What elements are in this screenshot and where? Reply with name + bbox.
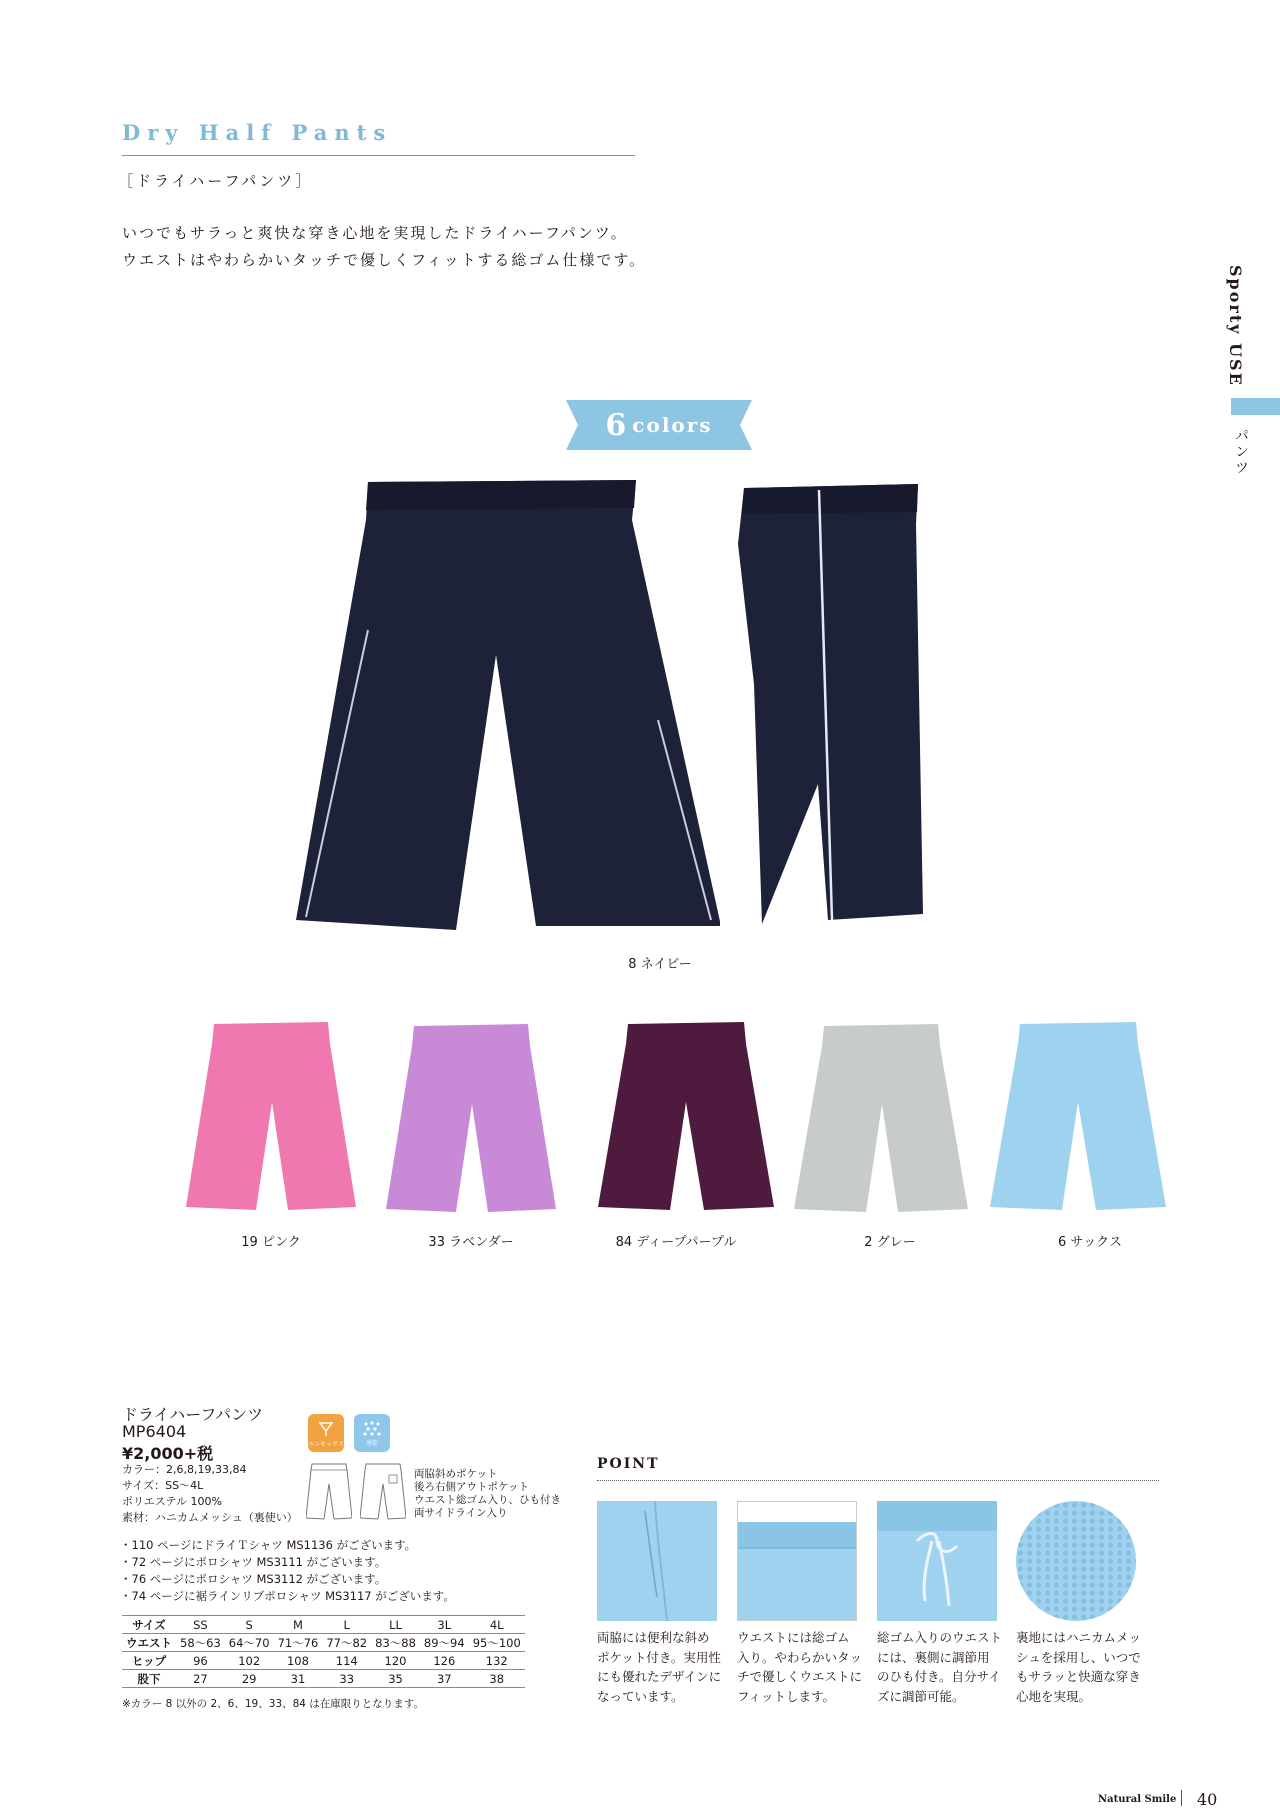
table-cell: 4L [469, 1616, 525, 1634]
note-line: ・76 ページにポロシャツ MS3112 がございます。 [120, 1572, 387, 1586]
pants-front-drawing [306, 1462, 352, 1520]
feature-line: ウエスト総ゴム入り、ひも付き [414, 1494, 561, 1506]
table-cell: S [225, 1616, 274, 1634]
spec-line: 素材：ハニカムメッシュ（裏使い） [122, 1511, 298, 1524]
feature-line: 後ろ右側アウトポケット [414, 1481, 529, 1493]
note-line: ・72 ページにポロシャツ MS3111 がございます。 [120, 1555, 387, 1569]
table-cell: 71〜76 [274, 1634, 323, 1652]
point-text-line: 心地を実現。 [1016, 1688, 1092, 1704]
spec-line: サイズ：SS〜4L [122, 1479, 204, 1492]
color-caption-pink: 19 ピンク [241, 1235, 301, 1250]
point-text-line: 入り。やわらかいタッ [737, 1649, 863, 1665]
note-line: ・110 ページにドライＴシャツ MS1136 がございます。 [120, 1538, 417, 1552]
point-text-line: 裏地にはハニカムメッ [1016, 1630, 1142, 1645]
unisex-symbol-icon [317, 1419, 335, 1437]
main-color-caption: 8 ネイビー [628, 957, 692, 972]
colors-count: 6 [605, 407, 627, 443]
table-cell: 83〜88 [371, 1634, 420, 1652]
drawstring-detail-icon [877, 1501, 997, 1621]
colors-badge-text [566, 400, 752, 450]
product-code: MP6404 [122, 1422, 187, 1441]
pink-pants-image [186, 1022, 356, 1212]
page-title-en: Dry Half Pants [122, 120, 393, 145]
table-cell: 38 [469, 1670, 525, 1688]
table-cell: サイズ [122, 1616, 176, 1634]
point-image-mesh [1016, 1501, 1136, 1621]
point-text-waist [737, 1628, 867, 1706]
dots-symbol-icon [362, 1420, 382, 1436]
spec-line: カラー：2,6,8,19,33,84 [122, 1463, 247, 1476]
table-cell: 37 [420, 1670, 469, 1688]
unisex-label: ユニセックス [308, 1440, 344, 1448]
product-price: ¥2,000+税 [122, 1444, 214, 1463]
intro-text [122, 220, 646, 274]
feature-line: 両脇斜めポケット [414, 1468, 498, 1480]
point-text-line: には、裏側に調節用 [877, 1649, 990, 1665]
point-text-line: ズに調節可能。 [877, 1688, 965, 1704]
point-text-line: フィットします。 [737, 1688, 836, 1704]
size-table-note: ※カラー 8 以外の 2、6、19、33、84 は在庫限りとなります。 [122, 1698, 424, 1710]
navy-pants-side-image [738, 484, 928, 924]
table-cell: 股下 [122, 1670, 176, 1688]
table-cell: 96 [176, 1652, 225, 1670]
spec-line: ポリエステル 100% [122, 1495, 222, 1508]
table-cell: 3L [420, 1616, 469, 1634]
product-name: ドライハーフパンツ [122, 1405, 264, 1424]
table-cell: 102 [225, 1652, 274, 1670]
table-cell: M [274, 1616, 323, 1634]
table-row [122, 1670, 525, 1688]
intro-line: いつでもサラっと爽快な穿き心地を実現したドライハーフパンツ。 [122, 224, 628, 242]
point-text-mesh [1016, 1628, 1146, 1706]
side-tab-label: Sporty USE [1226, 265, 1245, 387]
point-text-line: チで優しくウエストに [737, 1669, 863, 1684]
table-cell: 31 [274, 1670, 323, 1688]
table-cell: 108 [274, 1652, 323, 1670]
table-cell: ヒップ [122, 1652, 176, 1670]
navy-pants-front-image [296, 480, 720, 940]
table-row [122, 1634, 525, 1652]
table-cell: 89〜94 [420, 1634, 469, 1652]
point-text-line: もサラッと快適な穿き [1016, 1669, 1141, 1684]
lavender-pants-image [386, 1024, 556, 1214]
page-title-jp: ［ドライハーフパンツ］ [118, 172, 314, 190]
point-image-drawstring [877, 1501, 997, 1621]
point-image-waist [737, 1501, 857, 1621]
unisex-icon [308, 1414, 344, 1452]
quick-dry-label: 速乾 [365, 1439, 378, 1447]
color-caption-gray: 2 グレー [864, 1235, 916, 1250]
table-cell: LL [371, 1616, 420, 1634]
footer-brand: Natural Smile [1098, 1794, 1177, 1805]
point-text-line: シュを採用し、いつで [1016, 1649, 1141, 1665]
colors-word: colors [632, 413, 713, 437]
color-caption-deep-purple: 84 ディープパープル [615, 1235, 737, 1250]
table-cell: 64〜70 [225, 1634, 274, 1652]
color-caption-sax: 6 サックス [1057, 1235, 1122, 1250]
product-specs [122, 1462, 298, 1526]
point-text-line: にも優れたデザインに [597, 1669, 722, 1684]
table-cell: 29 [225, 1670, 274, 1688]
table-cell: 132 [469, 1652, 525, 1670]
title-divider [122, 155, 635, 156]
table-cell: 95〜100 [469, 1634, 525, 1652]
point-text-line: 両脇には便利な斜め [597, 1630, 710, 1645]
color-caption-lavender: 33 ラベンダー [428, 1235, 514, 1250]
sax-pants-image [990, 1022, 1166, 1212]
pants-back-drawing [360, 1462, 406, 1520]
point-text-line: 総ゴム入りのウエスト [877, 1630, 1003, 1645]
deep-purple-pants-image [598, 1022, 774, 1212]
point-text-pocket [597, 1628, 727, 1706]
table-cell: 126 [420, 1652, 469, 1670]
table-cell: 58〜63 [176, 1634, 225, 1652]
point-text-line: のひも付き。自分サイ [877, 1669, 1001, 1684]
mesh-detail-icon [1016, 1501, 1136, 1621]
footer-divider [1181, 1790, 1182, 1806]
point-text-line: ウエストには総ゴム [737, 1630, 850, 1645]
quick-dry-icon [354, 1414, 390, 1452]
table-row [122, 1652, 525, 1670]
side-tab-category: パンツ [1233, 428, 1249, 476]
point-text-line: ポケット付き。実用性 [597, 1649, 721, 1665]
table-cell: 27 [176, 1670, 225, 1688]
waist-detail-icon [738, 1502, 856, 1620]
table-cell: 114 [322, 1652, 371, 1670]
size-table [122, 1615, 525, 1688]
feature-line: 両サイドライン入り [414, 1507, 508, 1519]
table-cell: 35 [371, 1670, 420, 1688]
table-row [122, 1616, 525, 1634]
table-cell: 77〜82 [322, 1634, 371, 1652]
note-line: ・74 ページに裾ラインリブポロシャツ MS3117 がございます。 [120, 1589, 455, 1603]
side-tab-bar [1231, 398, 1280, 415]
point-image-pocket [597, 1501, 717, 1621]
point-text-drawstring [877, 1628, 1007, 1706]
page-number: 40 [1197, 1790, 1218, 1809]
product-features [414, 1468, 561, 1520]
intro-line: ウエストはやわらかいタッチで優しくフィットする総ゴム仕様です。 [122, 251, 647, 269]
point-divider [597, 1480, 1159, 1481]
point-title: POINT [597, 1456, 660, 1472]
table-cell: SS [176, 1616, 225, 1634]
table-cell: 120 [371, 1652, 420, 1670]
table-cell: ウエスト [122, 1634, 176, 1652]
gray-pants-image [794, 1024, 968, 1214]
point-text-line: なっています。 [597, 1688, 684, 1704]
table-cell: 33 [322, 1670, 371, 1688]
table-cell: L [322, 1616, 371, 1634]
product-notes [120, 1537, 455, 1605]
pocket-detail-icon [597, 1501, 717, 1621]
